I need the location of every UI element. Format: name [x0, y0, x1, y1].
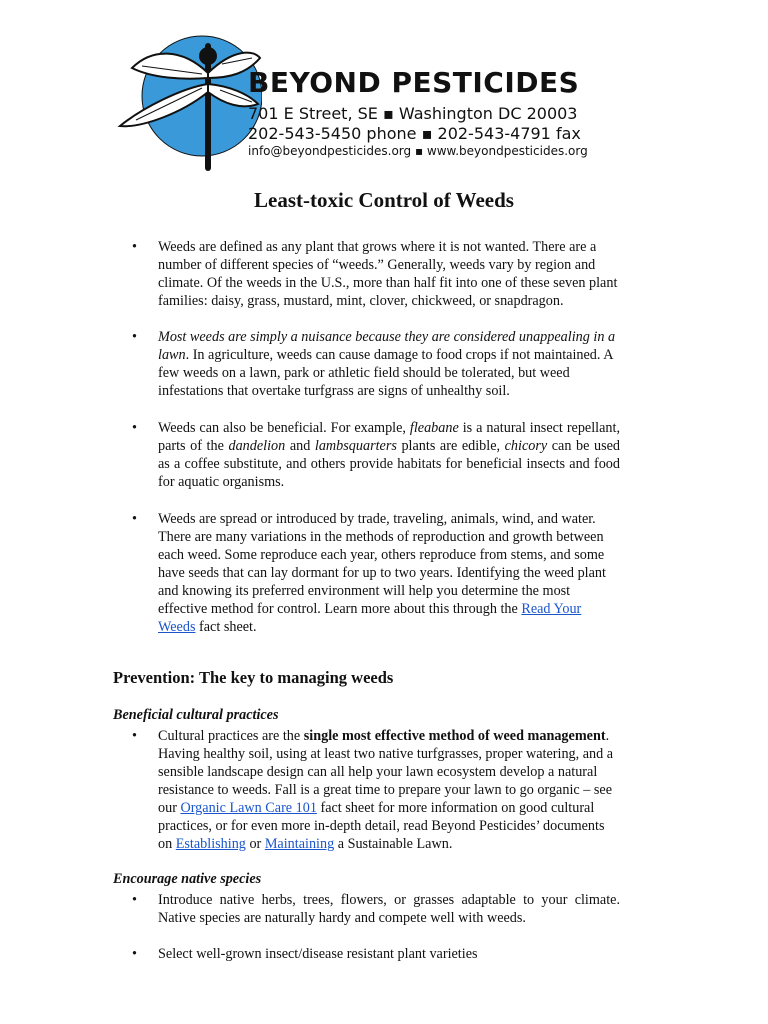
read-your-weeds-link[interactable]: Read Your Weeds — [158, 601, 582, 635]
text-run: and — [285, 438, 315, 454]
bold-phrase: single most effective method of weed management — [303, 728, 606, 744]
organic-lawn-care-link[interactable]: Organic Lawn Care 101 — [180, 800, 317, 816]
text-run: fact sheet for more information on good cultural practices, or for even more in-depth detail, read Beyond Pesticides’ documents on — [158, 800, 605, 852]
bullet-marker: • — [132, 728, 137, 744]
phone-fax-line: 202-543-5450 phone ▪ 202-543-4791 fax — [248, 124, 581, 143]
text-run: . In agriculture, weeds can cause damage to food crops if not maintained. A few weeds on a lawn, park or athletic field should be tolerated, but weed infestations that overtake turfgrass are signs of unhealthy soil. — [158, 347, 613, 399]
plant-name: dandelion — [228, 438, 286, 454]
text-run: fact sheet. — [195, 619, 257, 635]
text-run: or — [245, 836, 265, 852]
text-run: plants are edible, — [396, 438, 505, 454]
text-run: Weeds can also be beneficial. For example, — [158, 420, 410, 436]
bullet-marker: • — [132, 946, 137, 962]
text-run: Cultural practices are the — [158, 728, 304, 744]
dragonfly-logo-icon — [112, 28, 262, 178]
native-species-heading: Encourage native species — [113, 871, 262, 887]
bullet-text — [158, 727, 620, 853]
email-web-line: info@beyondpesticides.org ▪ www.beyondpesticides.org — [248, 144, 588, 158]
text-run: Weeds are spread or introduced by trade, traveling, animals, wind, and water. There are many variations in the methods of reproduction and growth between each weed. Some reproduce each year, others reproduce from stems, and some have seeds that can lay dormant for up to two years. Identifying the weed plant and knowing its preferred environment will help you determine the most effective method for control. Learn more about this through the — [158, 511, 606, 617]
prevention-heading: Prevention: The key to managing weeds — [113, 668, 394, 687]
address-line: 701 E Street, SE ▪ Washington DC 20003 — [248, 104, 578, 123]
bullet-marker: • — [132, 329, 137, 345]
bullet-marker: • — [132, 239, 137, 255]
bullet-marker: • — [132, 511, 137, 527]
cultural-practices-heading: Beneficial cultural practices — [113, 707, 279, 723]
bullet-text — [158, 419, 620, 491]
bullet-text — [158, 328, 620, 400]
text-run: can be used as a coffee substitute, and others provide habitats for beneficial insects and food for aquatic organisms. — [158, 438, 620, 490]
maintaining-link[interactable]: Maintaining — [264, 836, 335, 852]
bullet-marker: • — [132, 892, 137, 908]
bullet-text: Weeds are defined as any plant that grows where it is not wanted. There are a number of different species of “weeds.” Generally, weeds vary by region and climate. Of the weeds in the U.S., more than half fit into one of these seven plant families: daisy, grass, mustard, mint, clover, chickweed, or snapdragon. — [158, 239, 618, 309]
establishing-link[interactable]: Establishing — [175, 836, 246, 852]
plant-name: fleabane — [409, 420, 459, 436]
bullet-text — [158, 510, 620, 636]
text-run: a Sustainable Lawn. — [334, 836, 453, 852]
organization-name: BEYOND PESTICIDES — [248, 66, 580, 99]
plant-name: chicory — [504, 438, 548, 454]
text-run: . Having healthy soil, using at least two native turfgrasses, proper watering, and a sensible landscape design can all help your lawn ecosystem develop a natural resistance to weeds. Fall is a great time to prepare your lawn to go organic – see our — [158, 728, 614, 816]
text-run: is a natural insect repellant, parts of the — [158, 420, 620, 454]
letterhead — [112, 28, 592, 178]
bullet-marker: • — [132, 420, 137, 436]
plant-name: lambsquarters — [314, 438, 397, 454]
bullet-text: Introduce native herbs, trees, flowers, or grasses adaptable to your climate. Native species are naturally hardy and compete well with weeds. — [158, 892, 620, 926]
italic-phrase: Most weeds are simply a nuisance because they are considered unappealing in a lawn — [158, 329, 616, 363]
bullet-text: Select well-grown insect/disease resistant plant varieties — [158, 946, 478, 962]
document-title: Least-toxic Control of Weeds — [254, 188, 514, 212]
